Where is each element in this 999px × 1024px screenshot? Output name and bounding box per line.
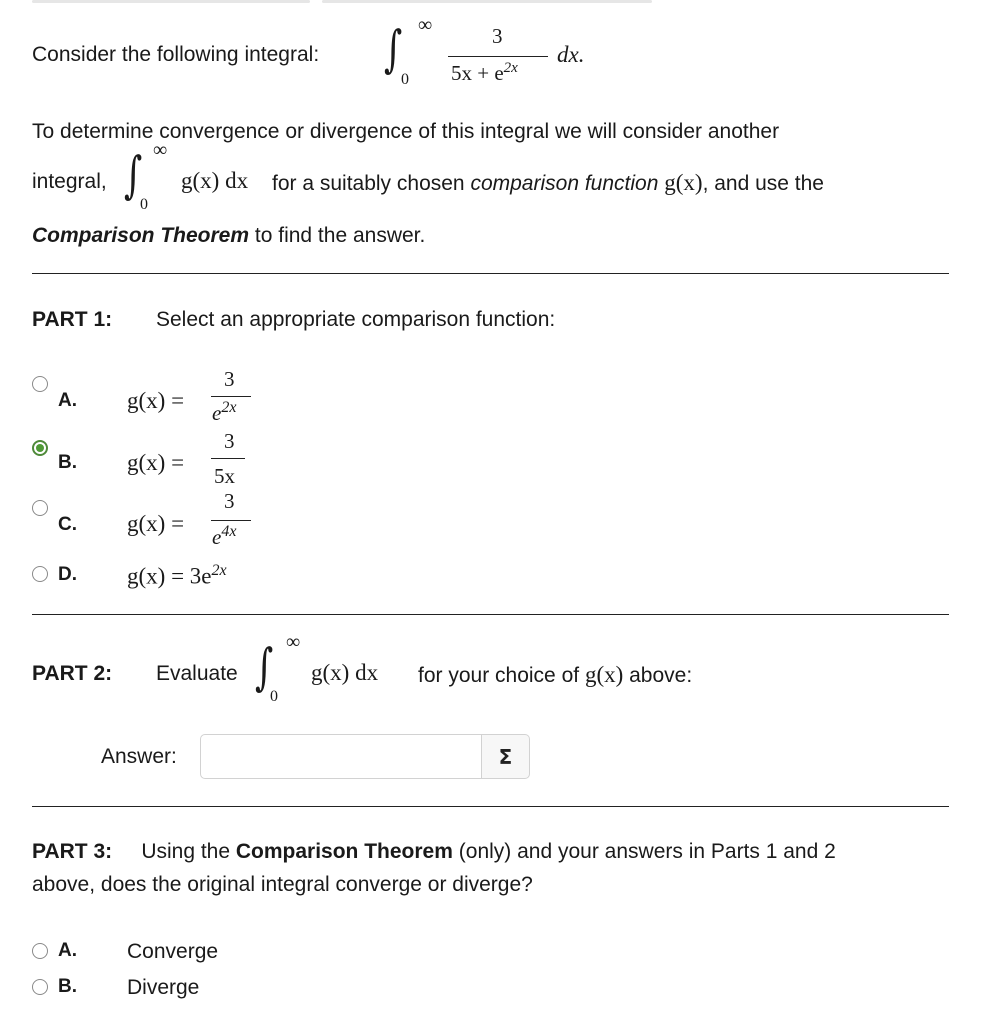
part3-option-a-label: Converge [127, 940, 219, 963]
intro-lead: Consider the following integral: [32, 43, 320, 66]
part1-option-c-den: $e^{4x}$ [212, 523, 237, 549]
part1-option-a-lhs: g(x) = [127, 388, 185, 413]
part1-prompt: Select an appropriate comparison function: [156, 308, 556, 331]
para-line2-pre: integral, [32, 170, 107, 193]
integral-sign-2: ∫ [124, 146, 143, 204]
divider-3 [32, 806, 949, 807]
part3-option-b-label: Diverge [127, 976, 200, 999]
part3-option-a-radio[interactable] [32, 943, 48, 959]
part1-option-c-lhs: g(x) = [127, 511, 185, 536]
integral-upper-limit-2: ∞ [153, 139, 168, 161]
part2-integrand: g(x) dx [311, 660, 379, 685]
part1-option-c-fraction-line [211, 520, 251, 521]
part1-option-b-den: 5x [214, 464, 235, 488]
part2-pre: Evaluate [156, 662, 238, 685]
part1-option-b-fraction-line [211, 458, 245, 459]
divider-1 [32, 273, 949, 274]
integral-lower-limit: 0 [401, 71, 409, 88]
para-line1: To determine convergence or divergence of this integral we will consider another [32, 120, 780, 143]
sigma-icon[interactable]: Σ [482, 734, 530, 779]
para-line3: Comparison Theorem to find the answer. [32, 224, 426, 247]
part3-option-b-radio[interactable] [32, 979, 48, 995]
integral-sign: ∫ [384, 20, 403, 78]
part1-option-b-radio[interactable] [32, 440, 48, 456]
answer-label: Answer: [101, 745, 177, 768]
part3-option-b-letter: B. [58, 976, 77, 997]
part3-question: PART 3: Using the Comparison Theorem (only) and your answers in Parts 1 and 2 [32, 840, 836, 863]
integral-sign-3: ∫ [255, 638, 274, 696]
part2-label: PART 2: [32, 662, 113, 685]
part1-option-a-den: $e^{2x}$ [212, 399, 237, 425]
part1-option-c-letter: C. [58, 514, 77, 535]
integral-lower-limit-3: 0 [270, 688, 278, 705]
part1-option-b-lhs: g(x) = [127, 450, 185, 475]
part1-option-a-fraction-line [211, 396, 251, 397]
part1-option-a-radio[interactable] [32, 376, 48, 392]
intro-fraction-line [448, 56, 548, 57]
intro-denominator: $5x + e^{2x}$ [451, 60, 518, 85]
para-integrand: g(x) dx [181, 168, 249, 193]
intro-numerator: 3 [492, 24, 503, 48]
part1-option-d-expr: $g(x) = 3e^{2x}$ [127, 562, 227, 589]
part1-option-c-num: 3 [224, 489, 235, 513]
divider-2 [32, 614, 949, 615]
part3-option-a-letter: A. [58, 940, 77, 961]
top-field-stub-right [322, 0, 652, 3]
integral-lower-limit-2: 0 [140, 196, 148, 213]
part1-option-a-letter: A. [58, 390, 77, 411]
part3-question-line2: above, does the original integral converge or diverge? [32, 873, 533, 896]
intro-dx: dx. [557, 42, 585, 67]
answer-input[interactable] [200, 734, 482, 779]
integral-upper-limit-3: ∞ [286, 631, 301, 653]
part1-option-b-letter: B. [58, 452, 77, 473]
top-field-stub-left [32, 0, 310, 3]
part1-option-b-num: 3 [224, 429, 235, 453]
part1-option-d-radio[interactable] [32, 566, 48, 582]
part1-option-c-radio[interactable] [32, 500, 48, 516]
integral-upper-limit: ∞ [418, 14, 433, 36]
para-line2-rest: for a suitably chosen comparison function g(x), and use the [272, 170, 824, 195]
part1-label: PART 1: [32, 308, 113, 331]
part1-option-d-letter: D. [58, 564, 77, 585]
part2-post: for your choice of g(x) above: [418, 662, 693, 687]
part1-option-a-num: 3 [224, 367, 235, 391]
